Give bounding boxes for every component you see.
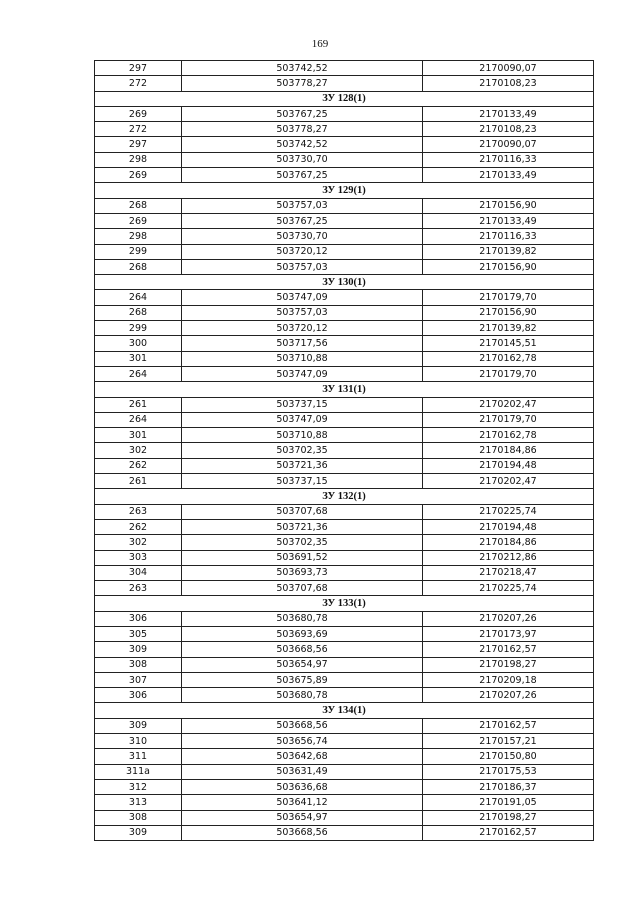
page-number: 169 [311, 38, 329, 50]
parcel-header-row [95, 489, 594, 504]
point-number-cell: 308 [95, 810, 182, 825]
table-row [95, 810, 594, 825]
point-number-cell: 300 [95, 336, 182, 351]
x-coordinate-cell: 503675,89 [182, 672, 423, 687]
table-row [95, 581, 594, 596]
table-row [95, 76, 594, 91]
x-coordinate-cell: 503757,03 [182, 305, 423, 320]
point-number-cell: 302 [95, 535, 182, 550]
y-coordinate-cell: 2170133,49 [423, 213, 594, 228]
table-row [95, 336, 594, 351]
table-row [95, 458, 594, 473]
table-row [95, 672, 594, 687]
point-number-cell: 311а [95, 764, 182, 779]
x-coordinate-cell: 503710,88 [182, 351, 423, 366]
table-row [95, 718, 594, 733]
point-number-cell: 261 [95, 397, 182, 412]
y-coordinate-cell: 2170162,57 [423, 825, 594, 840]
x-coordinate-cell: 503680,78 [182, 611, 423, 626]
point-number-cell: 309 [95, 825, 182, 840]
x-coordinate-cell: 503767,25 [182, 106, 423, 121]
point-number-cell: 309 [95, 718, 182, 733]
y-coordinate-cell: 2170133,49 [423, 168, 594, 183]
x-coordinate-cell: 503757,03 [182, 198, 423, 213]
parcel-header-row [95, 91, 594, 106]
table-row [95, 137, 594, 152]
x-coordinate-cell: 503656,74 [182, 734, 423, 749]
x-coordinate-cell: 503721,36 [182, 519, 423, 534]
point-number-cell: 269 [95, 168, 182, 183]
table-row [95, 259, 594, 274]
y-coordinate-cell: 2170209,18 [423, 672, 594, 687]
point-number-cell: 304 [95, 565, 182, 580]
table-row [95, 565, 594, 580]
point-number-cell: 268 [95, 259, 182, 274]
x-coordinate-cell: 503691,52 [182, 550, 423, 565]
table-row [95, 229, 594, 244]
y-coordinate-cell: 2170179,70 [423, 412, 594, 427]
point-number-cell: 263 [95, 581, 182, 596]
point-number-cell: 268 [95, 198, 182, 213]
x-coordinate-cell: 503778,27 [182, 76, 423, 91]
x-coordinate-cell: 503693,69 [182, 626, 423, 641]
y-coordinate-cell: 2170218,47 [423, 565, 594, 580]
point-number-cell: 303 [95, 550, 182, 565]
y-coordinate-cell: 2170162,57 [423, 718, 594, 733]
y-coordinate-cell: 2170156,90 [423, 259, 594, 274]
point-number-cell: 264 [95, 412, 182, 427]
parcel-label: ЗУ 134(1) [95, 703, 594, 718]
point-number-cell: 269 [95, 106, 182, 121]
y-coordinate-cell: 2170186,37 [423, 779, 594, 794]
x-coordinate-cell: 503641,12 [182, 795, 423, 810]
y-coordinate-cell: 2170139,82 [423, 321, 594, 336]
x-coordinate-cell: 503737,15 [182, 397, 423, 412]
table-row [95, 749, 594, 764]
table-row [95, 504, 594, 519]
parcel-header-row [95, 183, 594, 198]
table-row [95, 550, 594, 565]
x-coordinate-cell: 503742,52 [182, 137, 423, 152]
y-coordinate-cell: 2170191,05 [423, 795, 594, 810]
table-row [95, 351, 594, 366]
y-coordinate-cell: 2170108,23 [423, 76, 594, 91]
table-row [95, 61, 594, 76]
x-coordinate-cell: 503747,09 [182, 366, 423, 381]
point-number-cell: 261 [95, 474, 182, 489]
table-row [95, 734, 594, 749]
table-row [95, 443, 594, 458]
x-coordinate-cell: 503737,15 [182, 474, 423, 489]
parcel-label: ЗУ 129(1) [95, 183, 594, 198]
y-coordinate-cell: 2170184,86 [423, 535, 594, 550]
y-coordinate-cell: 2170133,49 [423, 106, 594, 121]
x-coordinate-cell: 503730,70 [182, 229, 423, 244]
x-coordinate-cell: 503721,36 [182, 458, 423, 473]
table-row [95, 795, 594, 810]
x-coordinate-cell: 503707,68 [182, 504, 423, 519]
point-number-cell: 311 [95, 749, 182, 764]
x-coordinate-cell: 503702,35 [182, 535, 423, 550]
table-row [95, 244, 594, 259]
point-number-cell: 272 [95, 76, 182, 91]
point-number-cell: 301 [95, 428, 182, 443]
point-number-cell: 297 [95, 137, 182, 152]
point-number-cell: 299 [95, 321, 182, 336]
y-coordinate-cell: 2170225,74 [423, 504, 594, 519]
coordinates-table [94, 60, 594, 841]
table-row [95, 412, 594, 427]
y-coordinate-cell: 2170116,33 [423, 229, 594, 244]
point-number-cell: 298 [95, 229, 182, 244]
x-coordinate-cell: 503631,49 [182, 764, 423, 779]
x-coordinate-cell: 503636,68 [182, 779, 423, 794]
table-row [95, 611, 594, 626]
y-coordinate-cell: 2170156,90 [423, 198, 594, 213]
table-row [95, 428, 594, 443]
parcel-header-row [95, 703, 594, 718]
x-coordinate-cell: 503742,52 [182, 61, 423, 76]
point-number-cell: 309 [95, 642, 182, 657]
y-coordinate-cell: 2170173,97 [423, 626, 594, 641]
y-coordinate-cell: 2170162,57 [423, 642, 594, 657]
x-coordinate-cell: 503680,78 [182, 688, 423, 703]
x-coordinate-cell: 503710,88 [182, 428, 423, 443]
table-row [95, 688, 594, 703]
table-row [95, 122, 594, 137]
table-row [95, 290, 594, 305]
y-coordinate-cell: 2170179,70 [423, 290, 594, 305]
point-number-cell: 262 [95, 458, 182, 473]
table-row [95, 825, 594, 840]
parcel-label: ЗУ 130(1) [95, 275, 594, 290]
point-number-cell: 263 [95, 504, 182, 519]
table-row [95, 779, 594, 794]
parcel-header-row [95, 596, 594, 611]
y-coordinate-cell: 2170162,78 [423, 351, 594, 366]
point-number-cell: 268 [95, 305, 182, 320]
y-coordinate-cell: 2170156,90 [423, 305, 594, 320]
x-coordinate-cell: 503707,68 [182, 581, 423, 596]
point-number-cell: 262 [95, 519, 182, 534]
point-number-cell: 313 [95, 795, 182, 810]
point-number-cell: 312 [95, 779, 182, 794]
table-row [95, 152, 594, 167]
y-coordinate-cell: 2170150,80 [423, 749, 594, 764]
x-coordinate-cell: 503654,97 [182, 810, 423, 825]
point-number-cell: 302 [95, 443, 182, 458]
parcel-label: ЗУ 128(1) [95, 91, 594, 106]
x-coordinate-cell: 503730,70 [182, 152, 423, 167]
parcel-label: ЗУ 133(1) [95, 596, 594, 611]
table-row [95, 626, 594, 641]
x-coordinate-cell: 503747,09 [182, 412, 423, 427]
coordinates-table-body [95, 61, 594, 841]
y-coordinate-cell: 2170202,47 [423, 474, 594, 489]
point-number-cell: 307 [95, 672, 182, 687]
y-coordinate-cell: 2170212,86 [423, 550, 594, 565]
table-row [95, 106, 594, 121]
point-number-cell: 301 [95, 351, 182, 366]
y-coordinate-cell: 2170202,47 [423, 397, 594, 412]
y-coordinate-cell: 2170157,21 [423, 734, 594, 749]
y-coordinate-cell: 2170207,26 [423, 611, 594, 626]
point-number-cell: 310 [95, 734, 182, 749]
parcel-header-row [95, 382, 594, 397]
y-coordinate-cell: 2170139,82 [423, 244, 594, 259]
x-coordinate-cell: 503702,35 [182, 443, 423, 458]
point-number-cell: 305 [95, 626, 182, 641]
y-coordinate-cell: 2170194,48 [423, 519, 594, 534]
x-coordinate-cell: 503717,56 [182, 336, 423, 351]
x-coordinate-cell: 503747,09 [182, 290, 423, 305]
x-coordinate-cell: 503778,27 [182, 122, 423, 137]
table-row [95, 305, 594, 320]
x-coordinate-cell: 503668,56 [182, 642, 423, 657]
table-row [95, 366, 594, 381]
y-coordinate-cell: 2170162,78 [423, 428, 594, 443]
table-row [95, 397, 594, 412]
y-coordinate-cell: 2170225,74 [423, 581, 594, 596]
x-coordinate-cell: 503720,12 [182, 321, 423, 336]
table-row [95, 764, 594, 779]
y-coordinate-cell: 2170194,48 [423, 458, 594, 473]
x-coordinate-cell: 503767,25 [182, 213, 423, 228]
x-coordinate-cell: 503720,12 [182, 244, 423, 259]
x-coordinate-cell: 503693,73 [182, 565, 423, 580]
x-coordinate-cell: 503757,03 [182, 259, 423, 274]
point-number-cell: 306 [95, 688, 182, 703]
table-row [95, 168, 594, 183]
point-number-cell: 272 [95, 122, 182, 137]
y-coordinate-cell: 2170145,51 [423, 336, 594, 351]
y-coordinate-cell: 2170090,07 [423, 137, 594, 152]
y-coordinate-cell: 2170198,27 [423, 810, 594, 825]
point-number-cell: 264 [95, 290, 182, 305]
y-coordinate-cell: 2170198,27 [423, 657, 594, 672]
table-row [95, 657, 594, 672]
point-number-cell: 269 [95, 213, 182, 228]
point-number-cell: 306 [95, 611, 182, 626]
table-row [95, 321, 594, 336]
y-coordinate-cell: 2170090,07 [423, 61, 594, 76]
table-row [95, 642, 594, 657]
y-coordinate-cell: 2170116,33 [423, 152, 594, 167]
y-coordinate-cell: 2170108,23 [423, 122, 594, 137]
point-number-cell: 297 [95, 61, 182, 76]
x-coordinate-cell: 503767,25 [182, 168, 423, 183]
point-number-cell: 298 [95, 152, 182, 167]
parcel-label: ЗУ 131(1) [95, 382, 594, 397]
parcel-label: ЗУ 132(1) [95, 489, 594, 504]
point-number-cell: 264 [95, 366, 182, 381]
x-coordinate-cell: 503654,97 [182, 657, 423, 672]
point-number-cell: 308 [95, 657, 182, 672]
y-coordinate-cell: 2170179,70 [423, 366, 594, 381]
table-row [95, 213, 594, 228]
table-row [95, 198, 594, 213]
x-coordinate-cell: 503668,56 [182, 718, 423, 733]
table-row [95, 519, 594, 534]
parcel-header-row [95, 275, 594, 290]
y-coordinate-cell: 2170184,86 [423, 443, 594, 458]
y-coordinate-cell: 2170175,53 [423, 764, 594, 779]
y-coordinate-cell: 2170207,26 [423, 688, 594, 703]
table-row [95, 474, 594, 489]
x-coordinate-cell: 503668,56 [182, 825, 423, 840]
point-number-cell: 299 [95, 244, 182, 259]
x-coordinate-cell: 503642,68 [182, 749, 423, 764]
table-row [95, 535, 594, 550]
